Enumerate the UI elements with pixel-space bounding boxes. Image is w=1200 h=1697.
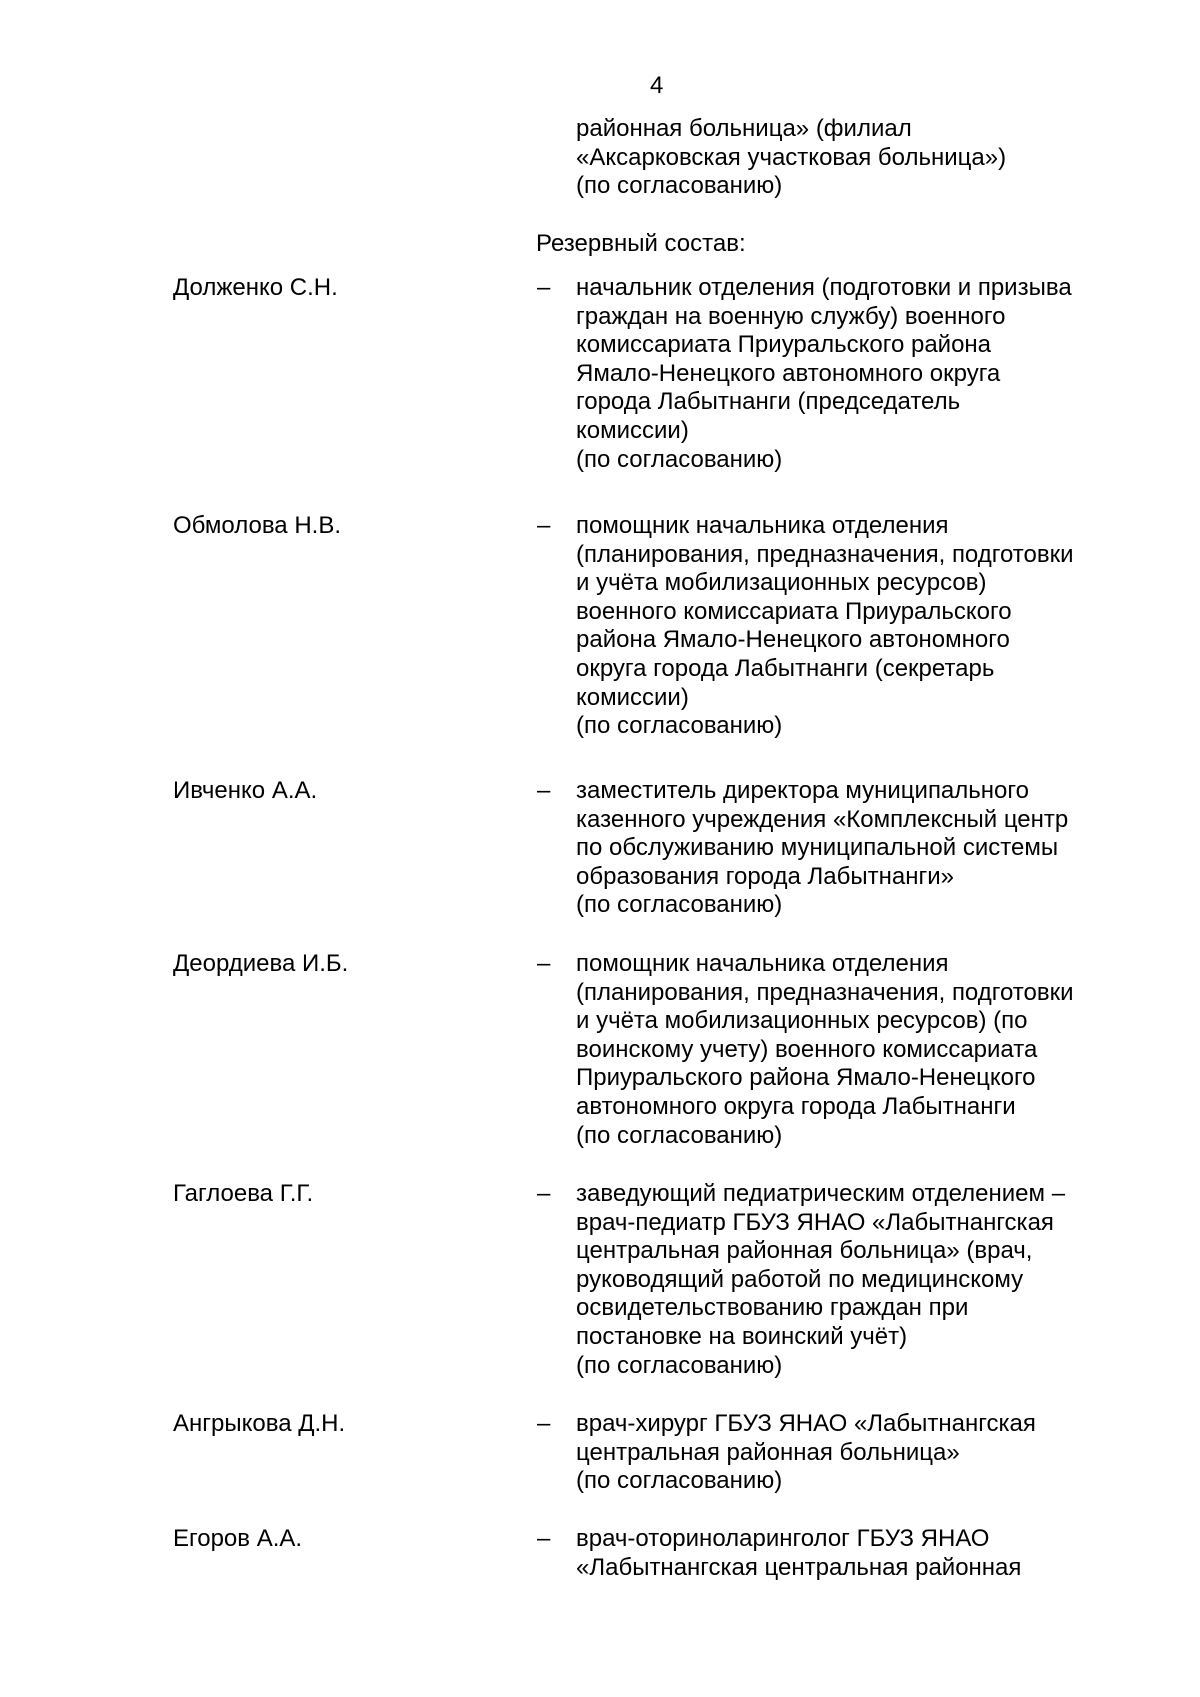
role-line: (по согласованию) (576, 1467, 783, 1495)
role-line: автономного округа города Лабытнанги (576, 1092, 1016, 1120)
role-line: граждан на военную службу) военного (576, 302, 1006, 330)
member-role (576, 274, 1136, 474)
role-line: и учёта мобилизационных ресурсов) (по (576, 1007, 1028, 1035)
member-name: Обмолова Н.В. (173, 512, 341, 539)
role-line: (по согласованию) (576, 712, 783, 740)
role-line: руководящий работой по медицинскому (576, 1265, 1024, 1293)
role-line: освидетельствованию граждан при (576, 1294, 969, 1322)
role-line: помощник начальника отделения (576, 512, 949, 539)
role-line: комиссии) (576, 683, 689, 711)
role-line: района Ямало-Ненецкого автономного (576, 626, 1010, 654)
member-name: Егоров А.А. (173, 1525, 303, 1552)
member-role (576, 1525, 1136, 1582)
role-line: военного комиссариата Приуральского (576, 597, 1012, 625)
role-line: постановке на воинский учёт) (576, 1322, 908, 1350)
role-line: воинскому учету) военного комиссариата (576, 1035, 1038, 1063)
role-line: (по согласованию) (576, 1351, 783, 1379)
role-line: и учёта мобилизационных ресурсов) (576, 569, 987, 597)
role-line: города Лабытнанги (председатель (576, 388, 961, 416)
dash-separator: – (537, 274, 551, 301)
role-line: врач-педиатр ГБУЗ ЯНАО «Лабытнангская (576, 1208, 1054, 1236)
member-name: Ангрыкова Д.Н. (173, 1410, 346, 1437)
dash-separator: – (537, 777, 551, 804)
role-line: центральная районная больница» (576, 1438, 960, 1466)
role-line: (по согласованию) (576, 445, 783, 473)
role-line: заместитель директора муниципального (576, 777, 1029, 804)
role-line: казенного учреждения «Комплексный центр (576, 805, 1069, 833)
role-line: центральная районная больница» (врач, (576, 1237, 1033, 1265)
dash-separator: – (537, 950, 551, 977)
role-line: комиссии) (576, 416, 689, 444)
role-line: (планирования, предназначения, подготовки (576, 978, 1074, 1006)
member-role (576, 1180, 1136, 1380)
page-number: 4 (650, 72, 664, 99)
member-role (576, 950, 1136, 1150)
member-role (576, 1410, 1136, 1496)
role-line: начальник отделения (подготовки и призыва (576, 274, 1072, 301)
role-line: врач-хирург ГБУЗ ЯНАО «Лабытнангская (576, 1410, 1036, 1437)
member-name: Долженко С.Н. (173, 274, 338, 301)
role-line: «Лабытнангская центральная районная (576, 1553, 1022, 1581)
continuation-line: районная больница» (филиал (576, 115, 912, 142)
role-line: Приуральского района Ямало-Ненецкого (576, 1064, 1036, 1092)
role-line: (по согласованию) (576, 891, 783, 919)
dash-separator: – (537, 1525, 551, 1552)
role-line: по обслуживанию муниципальной системы (576, 834, 1059, 862)
role-line: комиссариата Приуральского района (576, 331, 992, 359)
section-title: Резервный состав: (536, 230, 746, 257)
member-name: Деордиева И.Б. (173, 950, 349, 977)
role-line: Ямало-Ненецкого автономного округа (576, 359, 1001, 387)
dash-separator: – (537, 1410, 551, 1437)
role-line: заведующий педиатрическим отделением – (576, 1180, 1066, 1207)
dash-separator: – (537, 512, 551, 539)
member-name: Гаглоева Г.Г. (173, 1180, 314, 1207)
member-role (576, 512, 1136, 741)
continuation-line: (по согласованию) (576, 172, 783, 200)
role-line: округа города Лабытнанги (секретарь (576, 654, 995, 682)
continuation-text (576, 115, 1006, 201)
role-line: образования города Лабытнанги» (576, 862, 954, 890)
role-line: помощник начальника отделения (576, 950, 949, 977)
dash-separator: – (537, 1180, 551, 1207)
member-role (576, 777, 1136, 920)
role-line: (по согласованию) (576, 1121, 783, 1149)
role-line: врач-оториноларинголог ГБУЗ ЯНАО (576, 1525, 990, 1552)
role-line: (планирования, предназначения, подготовки (576, 540, 1074, 568)
continuation-line: «Аксарковская участковая больница») (576, 143, 1007, 171)
member-name: Ивченко А.А. (173, 777, 318, 804)
